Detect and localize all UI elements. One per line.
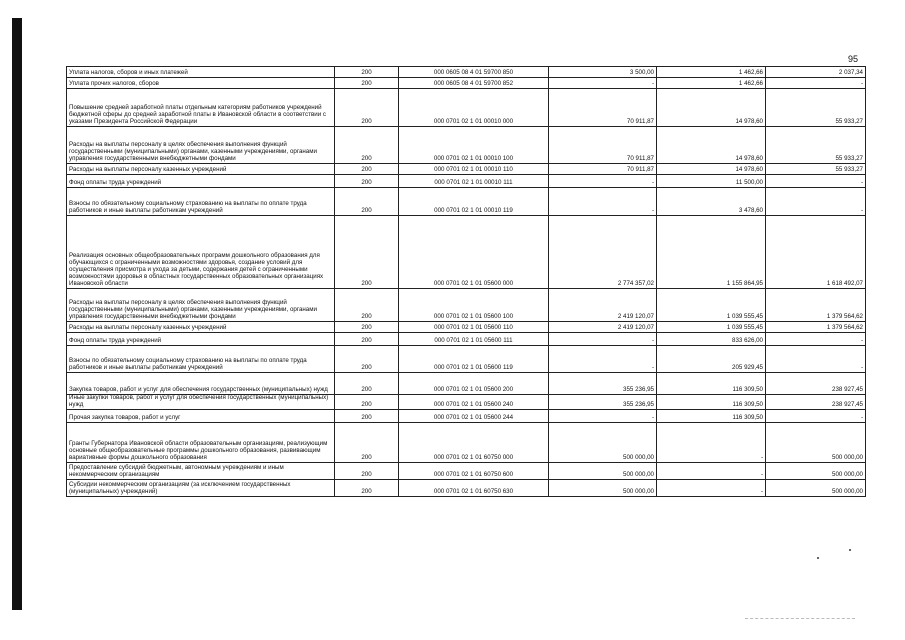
row-code-cell: 000 0701 02 1 01 00010 100: [399, 127, 549, 164]
row-name-cell: Иные закупки товаров, работ и услуг для обеспечения государственных (муниципальных) нужд: [67, 395, 335, 410]
row-approved-cell: 2 774 357,02: [549, 216, 657, 289]
table-row: [67, 422, 866, 462]
row-remaining-cell: 500 000,00: [766, 422, 866, 462]
row-approved-cell: -: [549, 409, 657, 422]
row-approved-cell: 500 000,00: [549, 462, 657, 479]
row-executed-cell: 205 929,45: [657, 346, 766, 373]
table-row: [67, 479, 866, 496]
row-code-cell: 000 0701 02 1 01 05600 000: [399, 216, 549, 289]
page-number: 95: [848, 54, 859, 64]
row-code-cell: 000 0701 02 1 01 05600 244: [399, 409, 549, 422]
row-code-cell: 000 0701 02 1 01 60750 000: [399, 422, 549, 462]
row-name-cell: Расходы на выплаты персоналу казенных учреждений: [67, 322, 335, 333]
row-executed-cell: -: [657, 422, 766, 462]
row-remaining-cell: 2 037,34: [766, 67, 866, 78]
row-grbs-cell: 200: [335, 67, 399, 78]
table-row: [67, 373, 866, 395]
table-row: [67, 78, 866, 89]
row-remaining-cell: 238 927,45: [766, 395, 866, 410]
table-row: [67, 409, 866, 422]
row-remaining-cell: 1 618 492,07: [766, 216, 866, 289]
scan-edge-bar: [12, 18, 22, 610]
row-grbs-cell: 200: [335, 289, 399, 322]
table-row: [67, 346, 866, 373]
row-code-cell: 000 0701 02 1 01 05600 100: [399, 289, 549, 322]
row-code-cell: 000 0605 08 4 01 59700 850: [399, 67, 549, 78]
row-grbs-cell: 200: [335, 395, 399, 410]
row-grbs-cell: 200: [335, 216, 399, 289]
row-code-cell: 000 0701 02 1 01 05600 111: [399, 333, 549, 346]
row-executed-cell: 116 309,50: [657, 409, 766, 422]
row-remaining-cell: 1 379 564,62: [766, 289, 866, 322]
row-name-cell: Гранты Губернатора Ивановской области образовательным организациям, реализующим основные общеобразовательные программы дошкольного образования, развивающим вариативные формы дошкольного образования: [67, 422, 335, 462]
row-executed-cell: 11 500,00: [657, 175, 766, 188]
row-name-cell: Закупка товаров, работ и услуг для обеспечения государственных (муниципальных) нужд: [67, 373, 335, 395]
row-executed-cell: 14 978,60: [657, 89, 766, 127]
row-approved-cell: 2 419 120,07: [549, 289, 657, 322]
table-row: [67, 289, 866, 322]
row-approved-cell: 500 000,00: [549, 479, 657, 496]
scan-artifact-line: [745, 618, 855, 619]
row-approved-cell: -: [549, 346, 657, 373]
row-remaining-cell: 500 000,00: [766, 479, 866, 496]
table-row: [67, 127, 866, 164]
row-executed-cell: 1 462,66: [657, 78, 766, 89]
row-remaining-cell: 500 000,00: [766, 462, 866, 479]
row-approved-cell: 355 236,95: [549, 373, 657, 395]
row-remaining-cell: -: [766, 78, 866, 89]
row-code-cell: 000 0701 02 1 01 00010 111: [399, 175, 549, 188]
row-name-cell: Расходы на выплаты персоналу казенных учреждений: [67, 164, 335, 175]
row-executed-cell: 3 478,60: [657, 188, 766, 216]
table-row: [67, 164, 866, 175]
row-name-cell: Уплата налогов, сборов и иных платежей: [67, 67, 335, 78]
row-code-cell: 000 0701 02 1 01 05600 240: [399, 395, 549, 410]
row-approved-cell: 2 419 120,07: [549, 322, 657, 333]
row-name-cell: Повышение средней заработной платы отдельным категориям работников учреждений бюджетной сферы до средней заработной платы в Ивановской области в соответствии с указами Президента Российской Федерации: [67, 89, 335, 127]
row-grbs-cell: 200: [335, 78, 399, 89]
row-executed-cell: 1 039 555,45: [657, 322, 766, 333]
row-code-cell: 000 0701 02 1 01 00010 000: [399, 89, 549, 127]
row-remaining-cell: -: [766, 333, 866, 346]
row-code-cell: 000 0701 02 1 01 05600 119: [399, 346, 549, 373]
row-grbs-cell: 200: [335, 164, 399, 175]
row-code-cell: 000 0701 02 1 01 05600 110: [399, 322, 549, 333]
row-approved-cell: -: [549, 175, 657, 188]
row-executed-cell: -: [657, 462, 766, 479]
row-code-cell: 000 0701 02 1 01 00010 110: [399, 164, 549, 175]
row-remaining-cell: -: [766, 346, 866, 373]
scan-speck: [817, 557, 819, 559]
row-approved-cell: 355 236,95: [549, 395, 657, 410]
row-name-cell: Фонд оплаты труда учреждений: [67, 175, 335, 188]
row-remaining-cell: 55 933,27: [766, 164, 866, 175]
table-row: [67, 462, 866, 479]
row-approved-cell: -: [549, 188, 657, 216]
row-approved-cell: 500 000,00: [549, 422, 657, 462]
row-remaining-cell: 238 927,45: [766, 373, 866, 395]
row-remaining-cell: 55 933,27: [766, 127, 866, 164]
row-executed-cell: 116 309,50: [657, 373, 766, 395]
table-row: [67, 175, 866, 188]
row-approved-cell: -: [549, 78, 657, 89]
row-remaining-cell: -: [766, 188, 866, 216]
table-row: [67, 67, 866, 78]
row-name-cell: Расходы на выплаты персоналу в целях обеспечения выполнения функций государственными (муниципальными) органами, казенными учреждениями, органами управления государственными внебюджетными фондами: [67, 289, 335, 322]
row-grbs-cell: 200: [335, 89, 399, 127]
row-executed-cell: 1 155 864,95: [657, 216, 766, 289]
row-approved-cell: 70 911,87: [549, 127, 657, 164]
table-row: [67, 89, 866, 127]
row-approved-cell: -: [549, 333, 657, 346]
row-executed-cell: 1 039 555,45: [657, 289, 766, 322]
table-row: [67, 395, 866, 410]
row-name-cell: Фонд оплаты труда учреждений: [67, 333, 335, 346]
row-grbs-cell: 200: [335, 409, 399, 422]
row-remaining-cell: -: [766, 409, 866, 422]
row-grbs-cell: 200: [335, 479, 399, 496]
row-code-cell: 000 0605 08 4 01 59700 852: [399, 78, 549, 89]
row-code-cell: 000 0701 02 1 01 60750 600: [399, 462, 549, 479]
row-grbs-cell: 200: [335, 188, 399, 216]
row-approved-cell: 70 911,87: [549, 164, 657, 175]
row-executed-cell: 14 978,60: [657, 164, 766, 175]
row-grbs-cell: 200: [335, 322, 399, 333]
row-grbs-cell: 200: [335, 175, 399, 188]
row-name-cell: Взносы по обязательному социальному страхованию на выплаты по оплате труда работников и иные выплаты работникам учреждений: [67, 346, 335, 373]
row-approved-cell: 3 500,00: [549, 67, 657, 78]
row-executed-cell: -: [657, 479, 766, 496]
row-grbs-cell: 200: [335, 373, 399, 395]
budget-table: [66, 66, 866, 497]
row-name-cell: Реализация основных общеобразовательных программ дошкольного образования для обучающихся с ограниченными возможностями здоровья, создание условий для осуществления присмотра и ухода за детьми, содержания детей с ограниченными возможностями здоровья в областных государственных образовательных организациях Ивановской области: [67, 216, 335, 289]
row-executed-cell: 1 462,66: [657, 67, 766, 78]
row-name-cell: Уплата прочих налогов, сборов: [67, 78, 335, 89]
row-executed-cell: 833 626,00: [657, 333, 766, 346]
row-approved-cell: 70 911,87: [549, 89, 657, 127]
row-code-cell: 000 0701 02 1 01 60750 630: [399, 479, 549, 496]
table-row: [67, 188, 866, 216]
row-name-cell: Взносы по обязательному социальному страхованию на выплаты по оплате труда работников и иные выплаты работникам учреждений: [67, 188, 335, 216]
scan-speck: [849, 549, 851, 551]
table-row: [67, 216, 866, 289]
row-name-cell: Прочая закупка товаров, работ и услуг: [67, 409, 335, 422]
row-grbs-cell: 200: [335, 127, 399, 164]
table-row: [67, 333, 866, 346]
row-name-cell: Расходы на выплаты персоналу в целях обеспечения выполнения функций государственными (муниципальными) органами, казенными учреждениями, органами управления государственными внебюджетными фондами: [67, 127, 335, 164]
row-executed-cell: 116 309,50: [657, 395, 766, 410]
row-grbs-cell: 200: [335, 346, 399, 373]
row-remaining-cell: 55 933,27: [766, 89, 866, 127]
row-remaining-cell: -: [766, 175, 866, 188]
table-row: [67, 322, 866, 333]
row-remaining-cell: 1 379 564,62: [766, 322, 866, 333]
row-grbs-cell: 200: [335, 462, 399, 479]
row-code-cell: 000 0701 02 1 01 05600 200: [399, 373, 549, 395]
row-grbs-cell: 200: [335, 422, 399, 462]
row-name-cell: Предоставление субсидий бюджетным, автономным учреждениям и иным некоммерческим организациям: [67, 462, 335, 479]
row-code-cell: 000 0701 02 1 01 00010 119: [399, 188, 549, 216]
row-grbs-cell: 200: [335, 333, 399, 346]
row-executed-cell: 14 978,60: [657, 127, 766, 164]
row-name-cell: Субсидии некоммерческим организациям (за исключением государственных (муниципальных) учреждений): [67, 479, 335, 496]
